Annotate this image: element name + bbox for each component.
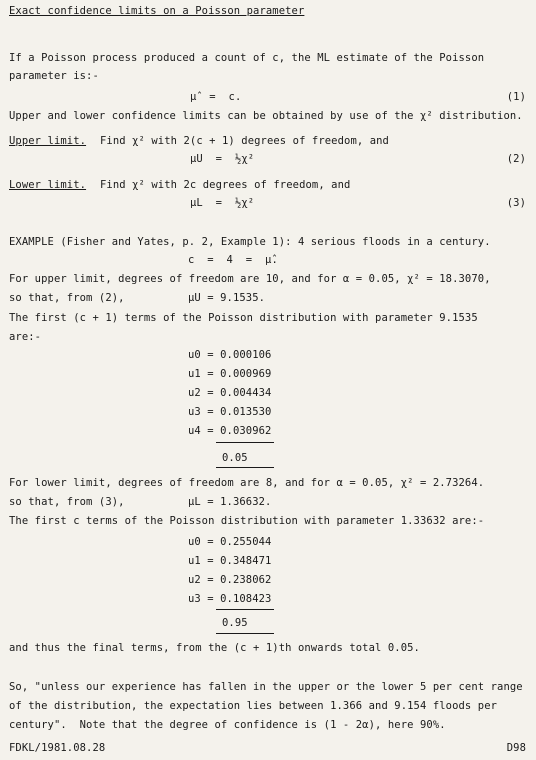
upper-limit-text: Find χ² with 2(c + 1) degrees of freedom, and (100, 135, 389, 147)
lower-total-rule (216, 633, 274, 634)
example-equation: c = 4 = μ̂. (188, 254, 278, 266)
upper-example-line-1: For upper limit, degrees of freedom are 10, and for α = 0.05, χ² = 18.3070, (9, 273, 491, 285)
upper-total-rule (216, 467, 274, 468)
lower-limit-label: Lower limit. (9, 179, 87, 191)
upper-example-result: μU = 9.1535. (188, 292, 266, 304)
upper-term: u3 = 0.013530 (188, 406, 272, 418)
lower-example-result: μL = 1.36632. (188, 496, 272, 508)
upper-term: u2 = 0.004434 (188, 387, 272, 399)
intro-line-2: parameter is:- (9, 70, 99, 82)
conclusion-line-2: of the distribution, the expectation lies between 1.366 and 9.154 floods per (9, 700, 498, 712)
final-terms-line: and thus the final terms, from the (c + 1)th onwards total 0.05. (9, 642, 420, 654)
lower-term: u3 = 0.108423 (188, 593, 272, 605)
upper-terms-list (188, 346, 271, 441)
lower-term: u1 = 0.348471 (188, 555, 272, 567)
conclusion-line-3: century". Note that the degree of confidence is (1 - 2α), here 90%. (9, 719, 446, 731)
conclusion-line-1: So, "unless our experience has fallen in the upper or the lower 5 per cent range (9, 681, 523, 693)
intro-line-3: Upper and lower confidence limits can be obtained by use of the χ² distribution. (9, 110, 523, 122)
lower-example-line-1: For lower limit, degrees of freedom are 8, and for α = 0.05, χ² = 2.73264. (9, 477, 485, 489)
upper-example-line-4: are:- (9, 331, 42, 343)
upper-term: u1 = 0.000969 (188, 368, 272, 380)
example-heading: EXAMPLE (Fisher and Yates, p. 2, Example 1): 4 serious floods in a century. (9, 236, 491, 248)
upper-example-line-3: The first (c + 1) terms of the Poisson distribution with parameter 9.1535 (9, 312, 478, 324)
equation-3-number: (3) (506, 197, 526, 209)
footer-page-code: D98 (506, 742, 526, 754)
lower-term: u0 = 0.255044 (188, 536, 272, 548)
upper-term: u4 = 0.030962 (188, 425, 272, 437)
lower-example-line-2: so that, from (3), (9, 496, 125, 508)
lower-limit-text: Find χ² with 2c degrees of freedom, and (100, 179, 351, 191)
footer-reference: FDKL/1981.08.28 (9, 742, 106, 754)
page-title: Exact confidence limits on a Poisson parameter (9, 5, 305, 17)
lower-sum-rule (216, 609, 274, 610)
equation-2: μU = ½χ² (190, 153, 255, 165)
upper-sum-rule (216, 442, 274, 443)
equation-1: μ̂ = c. (190, 91, 242, 103)
equation-1-number: (1) (506, 91, 526, 103)
upper-limit-label: Upper limit. (9, 135, 87, 147)
upper-example-line-2: so that, from (2), (9, 292, 125, 304)
equation-3: μL = ½χ² (190, 197, 255, 209)
lower-terms-total: 0.95 (222, 617, 248, 629)
upper-terms-total: 0.05 (222, 452, 248, 464)
lower-term: u2 = 0.238062 (188, 574, 272, 586)
lower-terms-list (188, 533, 271, 609)
equation-2-number: (2) (506, 153, 526, 165)
upper-term: u0 = 0.000106 (188, 349, 272, 361)
lower-example-line-3: The first c terms of the Poisson distribution with parameter 1.33632 are:- (9, 515, 485, 527)
intro-line-1: If a Poisson process produced a count of c, the ML estimate of the Poisson (9, 52, 485, 64)
